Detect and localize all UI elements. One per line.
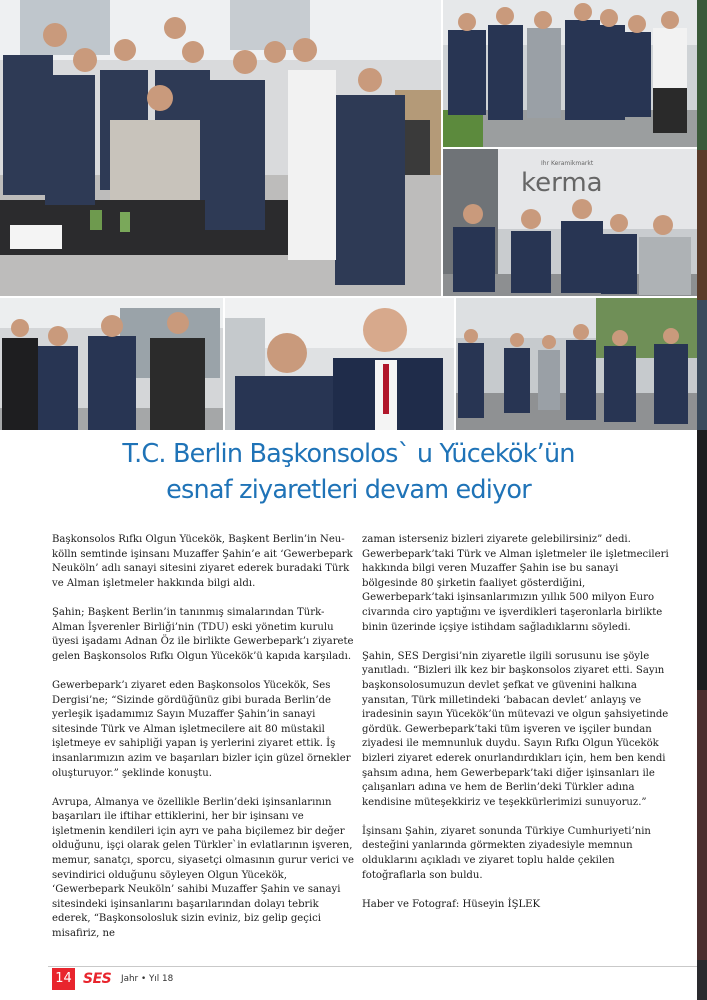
adjacent-page-edge: [697, 0, 707, 1000]
paragraph: Başkonsolos Rıfkı Olgun Yücekök, Başkent Berlin’in Neu-kölln semtinde işinsanı Muzaffer Şahin’e ait ‘Gewerbepark Neuköln’ adlı sanayi sitesini ziyaret ederek buradaki Türk ve Alman işletmeler hakkında bilgi aldı.: [52, 534, 353, 589]
footer-divider: [48, 966, 697, 967]
article-column-right: [362, 533, 674, 912]
paragraph: Gewerbepark’ı ziyaret eden Başkonsolos Yücekök, Ses Dergisi’ne; “Sizinde gördüğünüz gibi burada Berlin’de yerleşik işadamımız Sayın Muzaffer Şahin’in sanayi sitesinde Türk ve Alman işletmecilere ait 80 müstakil işletmeye ev sahipliği yapan iş yerlerini ziyaret ettik. İş insanlarımızın azim ve başarıları bizler için güzel örnekler oluşturuyor.” şeklinde konuştu.: [52, 679, 351, 779]
photo-group-walking: [456, 298, 697, 430]
photo-group-parking: [443, 0, 697, 147]
article-title-line-1: T.C. Berlin Başkonsolos` u Yücekök’ün: [122, 439, 575, 469]
photo-kerma-storefront: [443, 149, 697, 296]
kerma-sign: kerma: [521, 168, 603, 198]
photo-group-office: [0, 0, 441, 296]
photo-credit: Haber ve Fotograf: Hüseyin İŞLEK: [362, 898, 541, 910]
photo-group-building: [0, 298, 223, 430]
article-column-left: [52, 533, 354, 942]
paragraph: Avrupa, Almanya ve özellikle Berlin’deki işinsanlarının başarıları ile iftihar ettiklerini, her bir işinsanı ve işletmenin kendileri için ayrı ve paha biçilemez bir değer olduğunu, işçi olarak gelen Türkler`in evlatlarının işveren, memur, sanatçı, sporcu, siyasetçi olmasının gurur verici ve sevindirici olduğunu söyleyen Olgun Yücekök, ‘Gewerbepark Neuköln’ sahibi Muzaffer Şahin ve sanayi sitesindeki işinsanlarını başarılarından dolayı tebrik ederek, “Başkonsolosluk sizin eviniz, biz gelip geçici misafiriz, ne: [52, 796, 354, 940]
article-title: [0, 436, 697, 508]
page-number: 14: [52, 968, 75, 990]
article-title-line-2: esnaf ziyaretleri devam ediyor: [166, 475, 531, 505]
issue-label: Jahr • Yıl 18: [121, 974, 174, 984]
kerma-sign-sub: Ihr Keramikmarkt: [541, 160, 594, 167]
paragraph: zaman isterseniz bizleri ziyarete gelebilirsiniz” dedi. Gewerbepark’taki Türk ve Alman işletmeler ile işletmecileri hakkında bilgi veren Muzaffer Şahin ise bu sanayi bölgesinde 80 şirketin faaliyet gösterdiğini, Gewerbepark’taki işinsanlarımızın yıllık 500 milyon Euro civarında ciro yaptığını ve işverdikleri taşeronlarla birlikte binin üzerinde içşiye istihdam sağladıklarını söyledi.: [362, 534, 669, 633]
photo-two-men-closeup: [225, 298, 454, 430]
magazine-logo: SES: [83, 971, 112, 987]
paragraph: İşinsanı Şahin, ziyaret sonunda Türkiye Cumhuriyeti’nin desteğini yanlarında görmekten ziyadesiyle memnun olduklarını açıkladı ve ziyaret toplu halde çekilen fotoğraflarla son buldu.: [362, 825, 651, 881]
paragraph: Şahin; Başkent Berlin’in tanınmış simalarından Türk-Alman İşverenler Birliği’nin (TDU) eski yönetim kurulu üyesi işadamı Adnan Öz ile birlikte Gewerbepark’ı ziyarete gelen Başkonsolos Rıfkı Olgun Yücekök’ü kapıda karşıladı.: [52, 606, 354, 662]
paragraph: Şahin, SES Dergisi’nin ziyaretle ilgili sorusunu ise şöyle yanıtladı. “Bizleri ilk kez bir başkonsolos ziyaret etti. Sayın başkonsolosumuzun devlet şefkat ve güvenini halkına yansıtan, Türk milletindeki ‘babacan devlet’ anlayış ve iradesinin sayın Yücekök’ün mütevazi ve olgun şahsiyetinde gördük. Gewerbepark’taki tüm işveren ve işçiler bundan ziyadesi ile memnunluk duydu. Sayın Rıfkı Olgun Yücekök bizleri ziyaret ederek onurlandırdıkları için, hem ben kendi şahsım adına, hem Gewerbepark’taki diğer işinsanları ile çalışanları adına ve hem de Berlin’deki Türkler adına kendisine müteşekkiriz ve teşekkürlerimizi sunuyoruz.”: [362, 650, 669, 808]
